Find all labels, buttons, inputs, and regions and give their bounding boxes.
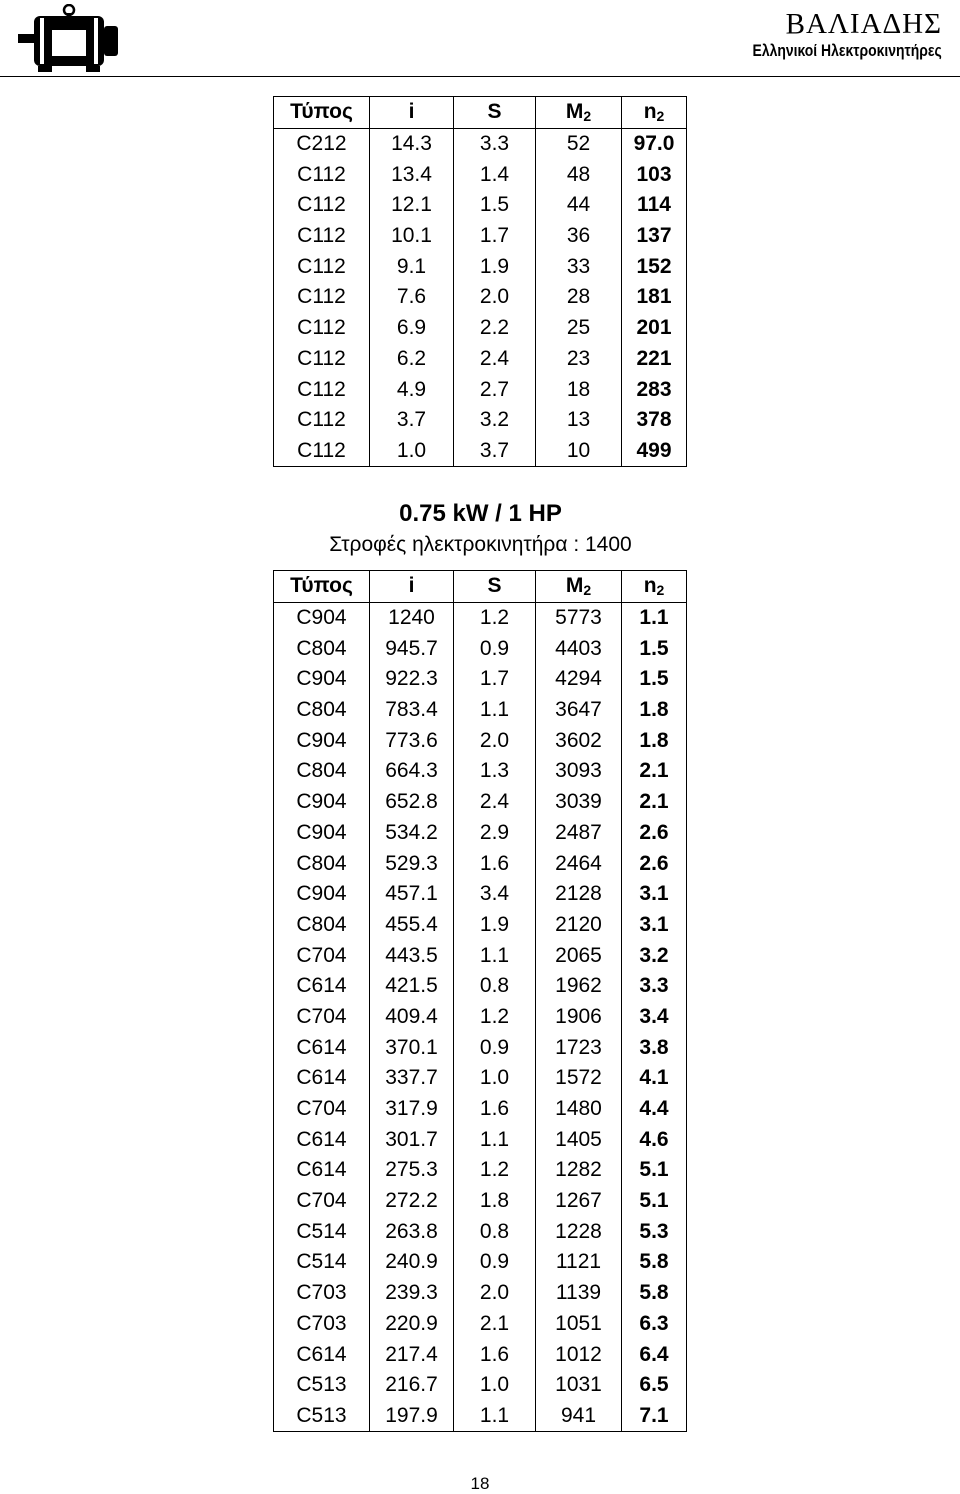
cell-ratio: 6.2 [370,344,454,375]
cell-type: C703 [274,1278,370,1309]
cell-ratio: 13.4 [370,159,454,190]
cell-output-speed: 6.3 [639,1311,669,1335]
cell-type: C804 [274,695,370,726]
cell-ratio: 3.7 [370,405,454,436]
table-row [274,940,687,971]
cell-type: C514 [274,1247,370,1278]
cell-service-factor: 2.0 [454,282,536,313]
cell-service-factor: 2.1 [454,1309,536,1340]
cell-output-speed: 137 [636,224,672,248]
table-row [274,1002,687,1033]
cell-type: C704 [274,1094,370,1125]
table-row [274,848,687,879]
table-row [274,756,687,787]
cell-type: C704 [274,1002,370,1033]
cell-ratio: 216.7 [370,1370,454,1401]
cell-torque: 48 [536,159,622,190]
column-header-service-factor: S [454,97,536,129]
table-row [274,1247,687,1278]
cell-torque: 23 [536,344,622,375]
table-row [274,221,687,252]
table-body [274,128,687,467]
cell-service-factor: 2.4 [454,787,536,818]
cell-torque: 1405 [536,1124,622,1155]
cell-service-factor: 1.2 [454,602,536,633]
cell-torque: 5773 [536,602,622,633]
cell-output-speed: 2.1 [639,790,669,814]
column-header-torque: $M_2$ [536,571,622,603]
cell-ratio: 922.3 [370,664,454,695]
cell-ratio: 197.9 [370,1401,454,1432]
table-header-row [274,97,687,129]
cell-output-speed: 152 [636,254,672,278]
cell-ratio: 7.6 [370,282,454,313]
cell-output-speed: 3.3 [639,974,669,998]
cell-service-factor: 2.4 [454,344,536,375]
table-row [274,1155,687,1186]
cell-ratio: 652.8 [370,787,454,818]
cell-type: C614 [274,1063,370,1094]
power-rating: 0.75 kW / 1 HP [399,500,562,527]
table-row [274,251,687,282]
cell-output-speed: 6.5 [639,1373,669,1397]
cell-ratio: 945.7 [370,633,454,664]
cell-output-speed: 103 [636,162,672,186]
cell-torque: 3647 [536,695,622,726]
cell-service-factor: 1.0 [454,1063,536,1094]
cell-service-factor: 1.7 [454,221,536,252]
table-row [274,1309,687,1340]
cell-type: C614 [274,1339,370,1370]
cell-output-speed: 2.1 [639,759,669,783]
cell-torque: 52 [536,128,622,159]
cell-torque: 28 [536,282,622,313]
cell-ratio: 6.9 [370,313,454,344]
table-row [274,910,687,941]
cell-ratio: 783.4 [370,695,454,726]
column-header-type: Τύπος [274,571,370,603]
cell-output-speed: 3.1 [639,912,669,936]
cell-output-speed: 1.5 [639,636,669,660]
table-row [274,436,687,467]
column-header-ratio: i [370,97,454,129]
cell-service-factor: 3.2 [454,405,536,436]
table-header-row [274,571,687,603]
cell-service-factor: 1.2 [454,1002,536,1033]
table-row [274,405,687,436]
cell-output-speed: 5.3 [639,1219,669,1243]
cell-output-speed: 1.8 [639,698,669,722]
column-header-output-speed: $n_2$ [643,574,665,599]
cell-type: C614 [274,1155,370,1186]
cell-ratio: 275.3 [370,1155,454,1186]
table-row [274,1401,687,1432]
cell-type: C112 [274,159,370,190]
gearbox-table-1 [273,96,687,467]
cell-service-factor: 3.7 [454,436,536,467]
cell-output-speed: 5.8 [639,1250,669,1274]
table-row [274,664,687,695]
cell-service-factor: 1.1 [454,940,536,971]
cell-output-speed: 5.8 [639,1281,669,1305]
table-row [274,1124,687,1155]
cell-service-factor: 1.5 [454,190,536,221]
cell-service-factor: 0.9 [454,1032,536,1063]
cell-service-factor: 0.9 [454,633,536,664]
cell-ratio: 443.5 [370,940,454,971]
cell-ratio: 773.6 [370,725,454,756]
cell-torque: 3602 [536,725,622,756]
cell-service-factor: 2.7 [454,374,536,405]
cell-output-speed: 4.6 [639,1127,669,1151]
cell-output-speed: 283 [636,377,672,401]
cell-service-factor: 1.0 [454,1370,536,1401]
cell-ratio: 239.3 [370,1278,454,1309]
cell-ratio: 217.4 [370,1339,454,1370]
cell-service-factor: 1.1 [454,695,536,726]
page-header [0,0,960,80]
cell-type: C904 [274,725,370,756]
cell-torque: 10 [536,436,622,467]
cell-type: C614 [274,1032,370,1063]
cell-type: C704 [274,1186,370,1217]
cell-torque: 25 [536,313,622,344]
cell-type: C804 [274,910,370,941]
cell-torque: 1012 [536,1339,622,1370]
table-row [274,1216,687,1247]
cell-torque: 2487 [536,818,622,849]
cell-service-factor: 3.3 [454,128,536,159]
cell-ratio: 10.1 [370,221,454,252]
table-row [274,159,687,190]
cell-type: C904 [274,787,370,818]
cell-type: C112 [274,282,370,313]
cell-service-factor: 1.1 [454,1401,536,1432]
table-row [274,128,687,159]
cell-torque: 2464 [536,848,622,879]
cell-torque: 1480 [536,1094,622,1125]
cell-type: C513 [274,1370,370,1401]
table-row [274,971,687,1002]
cell-type: C513 [274,1401,370,1432]
cell-service-factor: 0.8 [454,971,536,1002]
cell-service-factor: 1.8 [454,1186,536,1217]
cell-output-speed: 1.5 [639,667,669,691]
column-header-service-factor: S [454,571,536,603]
cell-output-speed: 499 [636,438,672,462]
cell-type: C514 [274,1216,370,1247]
column-header-torque: $M_2$ [536,97,622,129]
cell-ratio: 272.2 [370,1186,454,1217]
cell-output-speed: 5.1 [639,1189,669,1213]
column-header-ratio: i [370,571,454,603]
cell-service-factor: 2.9 [454,818,536,849]
cell-ratio: 455.4 [370,910,454,941]
cell-torque: 1572 [536,1063,622,1094]
cell-type: C804 [274,756,370,787]
cell-type: C614 [274,1124,370,1155]
cell-torque: 1962 [536,971,622,1002]
cell-output-speed: 2.6 [639,820,669,844]
table-row [274,190,687,221]
cell-output-speed: 3.4 [639,1004,669,1028]
cell-type: C904 [274,602,370,633]
cell-service-factor: 1.1 [454,1124,536,1155]
cell-ratio: 1240 [370,602,454,633]
table-row [274,282,687,313]
table-row [274,879,687,910]
cell-service-factor: 1.9 [454,251,536,282]
table-row [274,787,687,818]
table-row [274,1094,687,1125]
cell-ratio: 317.9 [370,1094,454,1125]
cell-type: C112 [274,405,370,436]
cell-torque: 2128 [536,879,622,910]
cell-torque: 18 [536,374,622,405]
motor-speed: Στροφές ηλεκτροκινητήρα : 1400 [329,533,632,556]
table-row [274,602,687,633]
cell-torque: 941 [536,1401,622,1432]
cell-torque: 4294 [536,664,622,695]
cell-torque: 1051 [536,1309,622,1340]
cell-ratio: 12.1 [370,190,454,221]
cell-output-speed: 2.6 [639,851,669,875]
cell-service-factor: 1.6 [454,1094,536,1125]
table-row [274,374,687,405]
header-rule [0,76,960,77]
cell-type: C112 [274,436,370,467]
cell-service-factor: 0.9 [454,1247,536,1278]
table-row [274,633,687,664]
cell-torque: 2120 [536,910,622,941]
cell-type: C112 [274,344,370,375]
cell-service-factor: 0.8 [454,1216,536,1247]
cell-torque: 3093 [536,756,622,787]
cell-service-factor: 1.2 [454,1155,536,1186]
cell-output-speed: 201 [636,316,672,340]
cell-output-speed: 4.1 [639,1066,669,1090]
cell-type: C904 [274,879,370,910]
table-row [274,1186,687,1217]
cell-type: C703 [274,1309,370,1340]
cell-torque: 1121 [536,1247,622,1278]
brand-subtitle: Ελληνικοί Ηλεκτροκινητήρες [752,41,942,60]
cell-service-factor: 1.6 [454,848,536,879]
cell-service-factor: 1.6 [454,1339,536,1370]
cell-service-factor: 2.0 [454,1278,536,1309]
cell-service-factor: 1.3 [454,756,536,787]
cell-service-factor: 1.9 [454,910,536,941]
cell-ratio: 240.9 [370,1247,454,1278]
cell-ratio: 263.8 [370,1216,454,1247]
cell-type: C212 [274,128,370,159]
cell-service-factor: 1.4 [454,159,536,190]
cell-type: C804 [274,633,370,664]
cell-output-speed: 1.1 [639,606,669,630]
cell-service-factor: 2.0 [454,725,536,756]
electric-motor-icon [16,4,120,74]
cell-torque: 1228 [536,1216,622,1247]
cell-ratio: 220.9 [370,1309,454,1340]
cell-torque: 44 [536,190,622,221]
cell-service-factor: 3.4 [454,879,536,910]
cell-ratio: 301.7 [370,1124,454,1155]
brand-title: ΒΑΛΙΑΔΗΣ [785,8,942,40]
cell-output-speed: 4.4 [639,1097,669,1121]
cell-output-speed: 3.2 [639,943,669,967]
table-row [274,1339,687,1370]
table-row [274,695,687,726]
column-header-output-speed: $n_2$ [643,100,665,125]
cell-torque: 4403 [536,633,622,664]
cell-service-factor: 1.7 [454,664,536,695]
cell-type: C112 [274,190,370,221]
cell-ratio: 9.1 [370,251,454,282]
brand-block [711,8,942,62]
cell-ratio: 457.1 [370,879,454,910]
cell-ratio: 4.9 [370,374,454,405]
cell-output-speed: 221 [636,346,672,370]
table-body [274,602,687,1432]
cell-output-speed: 6.4 [639,1342,669,1366]
cell-output-speed: 5.1 [639,1158,669,1182]
column-header-type: Τύπος [274,97,370,129]
cell-ratio: 421.5 [370,971,454,1002]
cell-type: C112 [274,374,370,405]
cell-type: C614 [274,971,370,1002]
table-row [274,1063,687,1094]
cell-torque: 36 [536,221,622,252]
cell-type: C704 [274,940,370,971]
cell-torque: 2065 [536,940,622,971]
cell-output-speed: 7.1 [639,1403,669,1427]
cell-torque: 1906 [536,1002,622,1033]
cell-type: C112 [274,251,370,282]
table-row [274,344,687,375]
cell-output-speed: 378 [636,408,672,432]
cell-ratio: 337.7 [370,1063,454,1094]
table-row [274,818,687,849]
table-row [274,1032,687,1063]
cell-ratio: 14.3 [370,128,454,159]
cell-torque: 1723 [536,1032,622,1063]
cell-torque: 33 [536,251,622,282]
cell-ratio: 534.2 [370,818,454,849]
cell-torque: 1282 [536,1155,622,1186]
cell-type: C112 [274,221,370,252]
cell-type: C112 [274,313,370,344]
gearbox-table-2 [273,570,687,1432]
cell-ratio: 664.3 [370,756,454,787]
cell-ratio: 409.4 [370,1002,454,1033]
cell-ratio: 529.3 [370,848,454,879]
cell-type: C904 [274,818,370,849]
cell-torque: 1139 [536,1278,622,1309]
cell-torque: 1267 [536,1186,622,1217]
cell-output-speed: 97.0 [633,132,675,156]
cell-output-speed: 3.8 [639,1035,669,1059]
cell-ratio: 370.1 [370,1032,454,1063]
cell-output-speed: 1.8 [639,728,669,752]
cell-output-speed: 114 [637,193,671,217]
table-row [274,1278,687,1309]
table-row [274,1370,687,1401]
cell-torque: 3039 [536,787,622,818]
cell-output-speed: 3.1 [639,882,669,906]
cell-service-factor: 2.2 [454,313,536,344]
table-row [274,313,687,344]
cell-type: C804 [274,848,370,879]
page-number: 18 [470,1474,490,1493]
cell-ratio: 1.0 [370,436,454,467]
table-row [274,725,687,756]
cell-output-speed: 181 [636,285,672,309]
cell-torque: 13 [536,405,622,436]
cell-type: C904 [274,664,370,695]
cell-torque: 1031 [536,1370,622,1401]
